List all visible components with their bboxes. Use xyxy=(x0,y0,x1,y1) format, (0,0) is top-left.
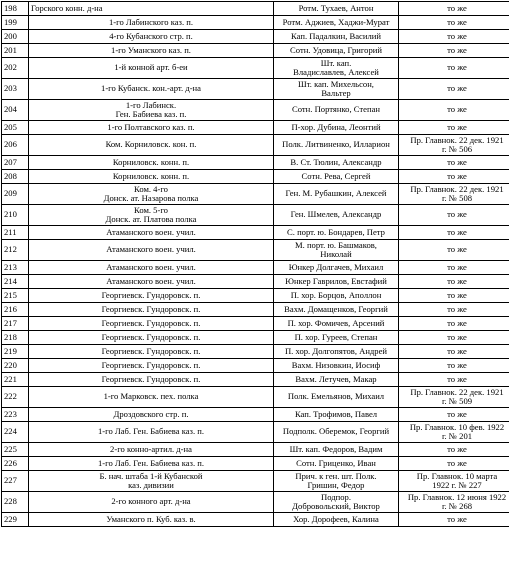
person-name-line: Вахм. Низовкин, Иосиф xyxy=(291,359,381,370)
unit-line: Георгиевск. Гундоровск. п. xyxy=(101,289,201,300)
row-number-cell: 208 xyxy=(2,170,29,184)
order-reference-cell xyxy=(399,79,509,100)
row-number-cell: 202 xyxy=(2,58,29,79)
order-reference-line: г. № 508 xyxy=(441,193,473,203)
row-number-cell: 219 xyxy=(2,345,29,359)
unit-cell xyxy=(29,30,274,44)
unit-cell xyxy=(29,261,274,275)
award-roster-table xyxy=(1,1,509,527)
order-reference-cell xyxy=(399,156,509,170)
unit-line: Корниловск. конн. п. xyxy=(112,156,190,167)
row-number-cell: 209 xyxy=(2,184,29,205)
order-reference-cell xyxy=(399,100,509,121)
unit-line: Б. нач. штаба 1-й Кубанской xyxy=(99,470,203,481)
unit-line: 1-го Кубанск. кон.-арт. д-на xyxy=(101,83,201,94)
table-row xyxy=(2,331,509,345)
person-name-cell xyxy=(274,345,399,359)
unit-line: 1-го Лаб. Ген. Бабиева каз. п. xyxy=(98,457,204,468)
person-name-cell xyxy=(274,135,399,156)
row-number-cell: 203 xyxy=(2,79,29,100)
row-number-cell: 217 xyxy=(2,317,29,331)
order-reference-line: то же xyxy=(447,104,467,115)
person-name-cell xyxy=(274,457,399,471)
table-row xyxy=(2,471,509,492)
order-reference-line: то же xyxy=(447,83,467,94)
table-row xyxy=(2,135,509,156)
unit-line: 1-го Уманского каз. п. xyxy=(111,44,191,55)
table-row xyxy=(2,240,509,261)
order-reference-line: то же xyxy=(447,408,467,419)
table-row xyxy=(2,317,509,331)
person-name-line: П. хор. Борцов, Аполлон xyxy=(290,289,382,300)
person-name-cell xyxy=(274,443,399,457)
person-name-line: Николай xyxy=(320,249,352,259)
order-reference-cell xyxy=(399,184,509,205)
unit-line: 2-го конно-артил. д-на xyxy=(110,443,192,454)
unit-line: 1-го Полтавского каз. п. xyxy=(107,121,195,132)
row-number-cell: 218 xyxy=(2,331,29,345)
order-reference-cell xyxy=(399,58,509,79)
row-number-cell: 207 xyxy=(2,156,29,170)
unit-line: Георгиевск. Гундоровск. п. xyxy=(101,373,201,384)
order-reference-line: г. № 268 xyxy=(441,501,473,511)
row-number-cell: 228 xyxy=(2,492,29,513)
row-number-cell: 229 xyxy=(2,513,29,527)
row-number-cell: 224 xyxy=(2,422,29,443)
table-row xyxy=(2,121,509,135)
person-name-line: П. хор. Гуреев, Степан xyxy=(294,331,378,342)
person-name-line: Ротм. Аджиев, Хаджи-Мурат xyxy=(282,16,390,27)
unit-line: Атаманского воен. учил. xyxy=(106,261,196,272)
person-name-cell xyxy=(274,156,399,170)
person-name-cell xyxy=(274,44,399,58)
unit-cell xyxy=(29,387,274,408)
row-number-cell: 206 xyxy=(2,135,29,156)
row-number-cell: 227 xyxy=(2,471,29,492)
unit-line: 1-го Лабинского каз. п. xyxy=(108,16,194,27)
table-row xyxy=(2,275,509,289)
unit-cell xyxy=(29,100,274,121)
table-row xyxy=(2,184,509,205)
person-name-line: Сотн. Портянко, Степан xyxy=(292,104,380,115)
unit-line: Ген. Бабиева каз. п. xyxy=(115,109,187,119)
unit-line: Горского конн. д-на xyxy=(31,2,103,13)
person-name-line: П-хор. Дубина, Леонтий xyxy=(291,121,381,132)
row-number-cell: 199 xyxy=(2,16,29,30)
order-reference-line: г. № 201 xyxy=(441,431,473,441)
order-reference-cell xyxy=(399,443,509,457)
person-name-cell xyxy=(274,30,399,44)
unit-line: 2-го конного арт. д-на xyxy=(111,496,191,507)
order-reference-line: то же xyxy=(447,156,467,167)
unit-cell xyxy=(29,240,274,261)
table-row xyxy=(2,58,509,79)
unit-cell xyxy=(29,345,274,359)
unit-line: Георгиевск. Гундоровск. п. xyxy=(101,331,201,342)
person-name-line: Ротм. Тухаев, Антон xyxy=(298,2,374,13)
unit-line: каз. дивизии xyxy=(128,480,174,490)
unit-cell xyxy=(29,16,274,30)
unit-line: Ком. Корниловск. кон. п. xyxy=(105,139,197,150)
unit-cell xyxy=(29,492,274,513)
table-row xyxy=(2,422,509,443)
table-row xyxy=(2,79,509,100)
person-name-cell xyxy=(274,170,399,184)
order-reference-line: то же xyxy=(447,170,467,181)
row-number-cell: 215 xyxy=(2,289,29,303)
row-number-cell: 221 xyxy=(2,373,29,387)
order-reference-line: то же xyxy=(447,303,467,314)
person-name-line: Юнкер Долгачев, Михаил xyxy=(288,261,384,272)
person-name-cell xyxy=(274,331,399,345)
order-reference-cell xyxy=(399,16,509,30)
person-name-line: П. хор. Фомичев, Арсений xyxy=(287,317,385,328)
unit-cell xyxy=(29,205,274,226)
unit-cell xyxy=(29,58,274,79)
order-reference-line: то же xyxy=(447,261,467,272)
order-reference-cell xyxy=(399,492,509,513)
order-reference-line: Пр. Главнок. 10 марта xyxy=(416,470,498,481)
person-name-line: Вахм. Домащенков, Георгий xyxy=(284,303,388,314)
unit-cell xyxy=(29,317,274,331)
order-reference-line: г. № 509 xyxy=(441,396,473,406)
table-row xyxy=(2,2,509,16)
person-name-line: Вальтер xyxy=(321,88,351,98)
unit-cell xyxy=(29,275,274,289)
row-number-cell: 212 xyxy=(2,240,29,261)
table-row xyxy=(2,100,509,121)
unit-cell xyxy=(29,226,274,240)
unit-line: Дроздовского стр. п. xyxy=(113,408,189,419)
unit-line: Георгиевск. Гундоровск. п. xyxy=(101,345,201,356)
row-number-cell: 222 xyxy=(2,387,29,408)
person-name-cell xyxy=(274,359,399,373)
person-name-line: Хор. Дорофеев, Калина xyxy=(293,513,379,524)
unit-cell xyxy=(29,44,274,58)
order-reference-line: то же xyxy=(447,226,467,237)
unit-cell xyxy=(29,135,274,156)
order-reference-line: Пр. Главнок. 22 дек. 1921 xyxy=(410,386,504,397)
unit-cell xyxy=(29,443,274,457)
order-reference-cell xyxy=(399,303,509,317)
unit-line: 1-й конной арт. б-еи xyxy=(114,62,188,73)
order-reference-cell xyxy=(399,373,509,387)
row-number-cell: 211 xyxy=(2,226,29,240)
unit-line: Георгиевск. Гундоровск. п. xyxy=(101,303,201,314)
person-name-line: Кап. Трофимов, Павел xyxy=(294,408,378,419)
order-reference-line: 1922 г. № 227 xyxy=(432,480,482,490)
row-number-cell: 210 xyxy=(2,205,29,226)
order-reference-cell xyxy=(399,226,509,240)
order-reference-line: то же xyxy=(447,2,467,13)
person-name-cell xyxy=(274,275,399,289)
table-row xyxy=(2,408,509,422)
order-reference-line: то же xyxy=(447,373,467,384)
table-row xyxy=(2,205,509,226)
unit-cell xyxy=(29,457,274,471)
order-reference-line: то же xyxy=(447,16,467,27)
person-name-line: Юнкер Гаврилов, Евстафий xyxy=(285,275,387,286)
unit-line: Атаманского воен. учил. xyxy=(106,226,196,237)
table-row xyxy=(2,170,509,184)
order-reference-line: то же xyxy=(447,244,467,255)
person-name-line: Вахм. Летучев, Макар xyxy=(295,373,377,384)
order-reference-cell xyxy=(399,289,509,303)
unit-line: Ком. 5-го xyxy=(134,204,168,215)
order-reference-cell xyxy=(399,170,509,184)
order-reference-cell xyxy=(399,30,509,44)
person-name-cell xyxy=(274,184,399,205)
unit-cell xyxy=(29,79,274,100)
unit-line: Атаманского воен. учил. xyxy=(106,275,196,286)
order-reference-line: г. № 506 xyxy=(441,144,473,154)
person-name-line: Ген. М. Рубашкин, Алексей xyxy=(285,188,387,199)
row-number-cell: 200 xyxy=(2,30,29,44)
person-name-cell xyxy=(274,317,399,331)
roster-body xyxy=(2,2,509,527)
table-row xyxy=(2,457,509,471)
order-reference-cell xyxy=(399,317,509,331)
order-reference-cell xyxy=(399,2,509,16)
unit-cell xyxy=(29,422,274,443)
row-number-cell: 201 xyxy=(2,44,29,58)
order-reference-cell xyxy=(399,471,509,492)
row-number-cell: 214 xyxy=(2,275,29,289)
person-name-line: Шт. кап. Федоров, Вадим xyxy=(289,443,383,454)
order-reference-cell xyxy=(399,261,509,275)
person-name-cell xyxy=(274,289,399,303)
unit-line: 4-го Кубанского стр. п. xyxy=(109,30,193,41)
order-reference-line: то же xyxy=(447,289,467,300)
person-name-cell xyxy=(274,408,399,422)
unit-cell xyxy=(29,2,274,16)
order-reference-cell xyxy=(399,44,509,58)
person-name-line: В. Ст. Тюлин, Александр xyxy=(290,156,382,167)
unit-line: Уманского п. Куб. каз. в. xyxy=(106,513,196,524)
order-reference-line: Пр. Главнок. 22 дек. 1921 xyxy=(410,183,504,194)
unit-cell xyxy=(29,408,274,422)
order-reference-cell xyxy=(399,331,509,345)
person-name-line: Ген. Шмелев, Александр xyxy=(290,209,382,220)
unit-cell xyxy=(29,156,274,170)
person-name-cell xyxy=(274,422,399,443)
unit-line: Ком. 4-го xyxy=(134,183,168,194)
person-name-cell xyxy=(274,100,399,121)
row-number-cell: 226 xyxy=(2,457,29,471)
person-name-cell xyxy=(274,2,399,16)
person-name-line: Полк. Литвиненко, Илларион xyxy=(282,139,390,150)
person-name-cell xyxy=(274,58,399,79)
person-name-line: Полк. Емельянов, Михаил xyxy=(287,391,385,402)
person-name-line: Сотн. Рева, Сергей xyxy=(301,170,371,181)
row-number-cell: 223 xyxy=(2,408,29,422)
row-number-cell: 213 xyxy=(2,261,29,275)
unit-cell xyxy=(29,289,274,303)
unit-line: Корниловск. конн. п. xyxy=(112,170,190,181)
order-reference-line: то же xyxy=(447,30,467,41)
order-reference-cell xyxy=(399,275,509,289)
order-reference-line: то же xyxy=(447,331,467,342)
person-name-line: Сотн. Гриценко, Иван xyxy=(296,457,376,468)
row-number-cell: 205 xyxy=(2,121,29,135)
unit-cell xyxy=(29,471,274,492)
order-reference-cell xyxy=(399,457,509,471)
person-name-cell xyxy=(274,261,399,275)
unit-line: Донск. ат. Назарова полка xyxy=(103,193,199,203)
unit-line: Атаманского воен. учил. xyxy=(106,244,196,255)
order-reference-cell xyxy=(399,513,509,527)
order-reference-line: то же xyxy=(447,359,467,370)
person-name-line: С. порт. ю. Бондарев, Петр xyxy=(287,226,385,237)
table-row xyxy=(2,303,509,317)
person-name-line: Подпор. xyxy=(321,491,351,502)
table-row xyxy=(2,345,509,359)
unit-cell xyxy=(29,184,274,205)
table-row xyxy=(2,373,509,387)
person-name-line: Подполк. Оберемок, Георгий xyxy=(282,426,390,437)
unit-cell xyxy=(29,121,274,135)
person-name-cell xyxy=(274,240,399,261)
person-name-line: Кап. Падалкин, Василий xyxy=(291,30,381,41)
unit-cell xyxy=(29,513,274,527)
table-row xyxy=(2,226,509,240)
order-reference-line: Пр. Главнок. 22 дек. 1921 xyxy=(410,134,504,145)
person-name-line: Шт. кап. Михельсон, xyxy=(298,78,374,89)
order-reference-line: то же xyxy=(447,275,467,286)
unit-cell xyxy=(29,303,274,317)
person-name-line: Шт. кап. xyxy=(320,57,352,68)
order-reference-line: то же xyxy=(447,62,467,73)
order-reference-line: Пр. Главнок. 10 фев. 1922 xyxy=(409,421,505,432)
person-name-line: Гришин, Федор xyxy=(307,480,365,490)
person-name-cell xyxy=(274,471,399,492)
person-name-line: М. порт. ю. Башмаков, xyxy=(295,239,377,250)
table-row xyxy=(2,156,509,170)
order-reference-cell xyxy=(399,422,509,443)
order-reference-cell xyxy=(399,240,509,261)
row-number-cell: 220 xyxy=(2,359,29,373)
person-name-cell xyxy=(274,79,399,100)
table-row xyxy=(2,387,509,408)
person-name-cell xyxy=(274,303,399,317)
order-reference-line: Пр. Главнок. 12 июня 1922 xyxy=(407,491,507,502)
order-reference-cell xyxy=(399,135,509,156)
table-row xyxy=(2,16,509,30)
row-number-cell: 198 xyxy=(2,2,29,16)
order-reference-cell xyxy=(399,121,509,135)
person-name-cell xyxy=(274,205,399,226)
table-row xyxy=(2,44,509,58)
unit-cell xyxy=(29,373,274,387)
person-name-cell xyxy=(274,513,399,527)
row-number-cell: 216 xyxy=(2,303,29,317)
row-number-cell: 225 xyxy=(2,443,29,457)
order-reference-line: то же xyxy=(447,44,467,55)
order-reference-line: то же xyxy=(447,345,467,356)
order-reference-line: то же xyxy=(447,121,467,132)
order-reference-cell xyxy=(399,387,509,408)
order-reference-cell xyxy=(399,205,509,226)
unit-line: Георгиевск. Гундоровск. п. xyxy=(101,359,201,370)
unit-cell xyxy=(29,331,274,345)
order-reference-line: то же xyxy=(447,317,467,328)
order-reference-line: то же xyxy=(447,457,467,468)
table-row xyxy=(2,492,509,513)
person-name-cell xyxy=(274,16,399,30)
person-name-line: Прич. к ген. шт. Полк. xyxy=(295,470,377,481)
person-name-line: П. хор. Долгопятов, Андрей xyxy=(284,345,388,356)
order-reference-cell xyxy=(399,359,509,373)
order-reference-line: то же xyxy=(447,209,467,220)
person-name-cell xyxy=(274,387,399,408)
table-row xyxy=(2,289,509,303)
unit-line: 1-го Лаб. Ген. Бабиева каз. п. xyxy=(98,426,204,437)
unit-line: 1-го Лабинск. xyxy=(125,99,177,110)
row-number-cell: 204 xyxy=(2,100,29,121)
order-reference-cell xyxy=(399,408,509,422)
person-name-line: Сотн. Удовица, Григорий xyxy=(290,44,382,55)
order-reference-line: то же xyxy=(447,513,467,524)
person-name-cell xyxy=(274,121,399,135)
unit-cell xyxy=(29,359,274,373)
unit-line: 1-го Марковск. пех. полка xyxy=(103,391,199,402)
person-name-line: Добровольский, Виктор xyxy=(292,501,380,511)
unit-line: Донск. ат. Платова полка xyxy=(105,214,197,224)
table-row xyxy=(2,443,509,457)
table-row xyxy=(2,513,509,527)
person-name-line: Владиславлев, Алексей xyxy=(293,67,379,77)
person-name-cell xyxy=(274,373,399,387)
table-row xyxy=(2,359,509,373)
person-name-cell xyxy=(274,226,399,240)
order-reference-line: то же xyxy=(447,443,467,454)
unit-line: Георгиевск. Гундоровск. п. xyxy=(101,317,201,328)
order-reference-cell xyxy=(399,345,509,359)
unit-cell xyxy=(29,170,274,184)
person-name-cell xyxy=(274,492,399,513)
table-row xyxy=(2,30,509,44)
table-row xyxy=(2,261,509,275)
